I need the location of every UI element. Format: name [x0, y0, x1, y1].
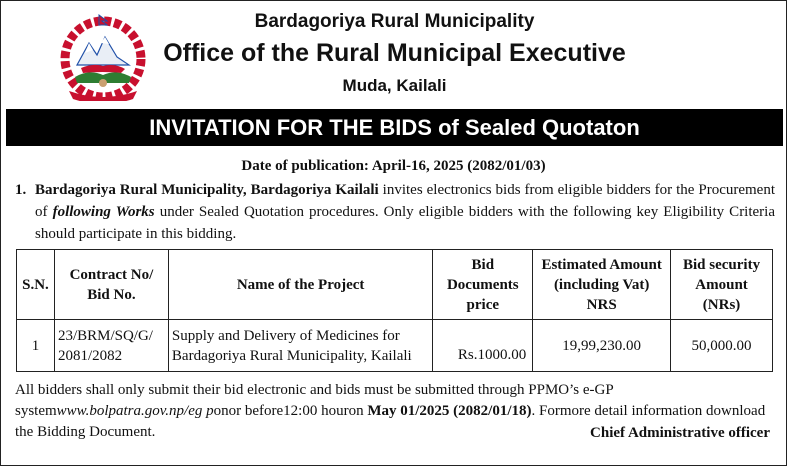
- col-security-l3: (NRs): [702, 296, 741, 313]
- table-header-row: [17, 250, 773, 320]
- cell-contract: [54, 320, 168, 372]
- col-estimate: [533, 250, 671, 320]
- col-estimate-l3: NRS: [586, 296, 617, 313]
- invitation-paragraph: [15, 179, 775, 245]
- footer-text-2: onor before12:00 houron: [213, 403, 368, 419]
- cell-security: 50,000.00: [671, 320, 773, 372]
- cell-contract-l2: 2081/2082: [57, 347, 123, 364]
- table-row: [17, 320, 773, 372]
- egp-link[interactable]: www.bolpatra.gov.np/eg p: [56, 403, 214, 419]
- bids-table: [16, 249, 773, 372]
- col-security-l2: Amount: [695, 276, 748, 293]
- signature: Chief Administrative officer: [590, 425, 770, 441]
- paragraph-intro: Bardagoriya Rural Municipality, Bardagoriya Kailali: [35, 182, 379, 198]
- footer-text-1: All bidders shall only submit their bid electronic and bids must be submitted through PPMO’s e-GP system: [15, 382, 614, 419]
- col-estimate-l1: Estimated Amount: [541, 256, 662, 273]
- col-contract-l1: Contract No/: [69, 266, 154, 283]
- paragraph-text-2: under Sealed Quotation procedures. Only eligible bidders with the following key Eligibility Criteria should participate in this bidding.: [35, 204, 775, 242]
- cell-price: Rs.1000.00: [433, 320, 533, 372]
- cell-contract-l1: 23/BRM/SQ/G/: [57, 327, 153, 344]
- col-price: [433, 250, 533, 320]
- paragraph-works: following Works: [52, 204, 155, 220]
- col-price-l3: price: [466, 296, 500, 313]
- banner-subtitle: of Sealed Quotaton: [431, 115, 640, 140]
- col-price-l1: Bid: [471, 256, 495, 273]
- paragraph-text-1: invites electronics bids from eligible bidders for the Procurement of: [35, 182, 775, 220]
- cell-sn: 1: [17, 320, 55, 372]
- notice-banner: [6, 109, 783, 146]
- header: [1, 1, 787, 109]
- deadline: May 01/2025 (2082/01/18): [367, 403, 532, 419]
- cell-project-l2: Bardagoriya Rural Municipality, Kailali: [171, 347, 412, 364]
- paragraph-body: [15, 179, 775, 245]
- cell-project-l1: Supply and Delivery of Medicines for: [171, 327, 400, 344]
- col-contract-l2: Bid No.: [87, 286, 136, 303]
- col-security-l1: Bid security: [682, 256, 761, 273]
- banner-title: INVITATION FOR THE BIDS: [149, 115, 432, 140]
- col-price-l2: Documents: [446, 276, 519, 293]
- footer-text-3: . Formore detail information download the Bidding Document.: [15, 403, 766, 440]
- col-project: Name of the Project: [168, 250, 432, 320]
- cell-project: [168, 320, 432, 372]
- cell-estimate: 19,99,230.00: [533, 320, 671, 372]
- office-location: Muda, Kailali: [342, 76, 447, 95]
- col-security: [671, 250, 773, 320]
- municipality-name: Bardagoriya Rural Municipality: [254, 11, 535, 32]
- col-estimate-l2: (including Vat): [553, 276, 650, 293]
- paragraph-number: 1.: [15, 182, 27, 198]
- office-name: Office of the Rural Municipal Executive: [163, 39, 626, 67]
- col-contract: [54, 250, 168, 320]
- col-sn: S.N.: [17, 250, 55, 320]
- publication-date: Date of publication: April-16, 2025 (2082/01/03): [241, 158, 546, 174]
